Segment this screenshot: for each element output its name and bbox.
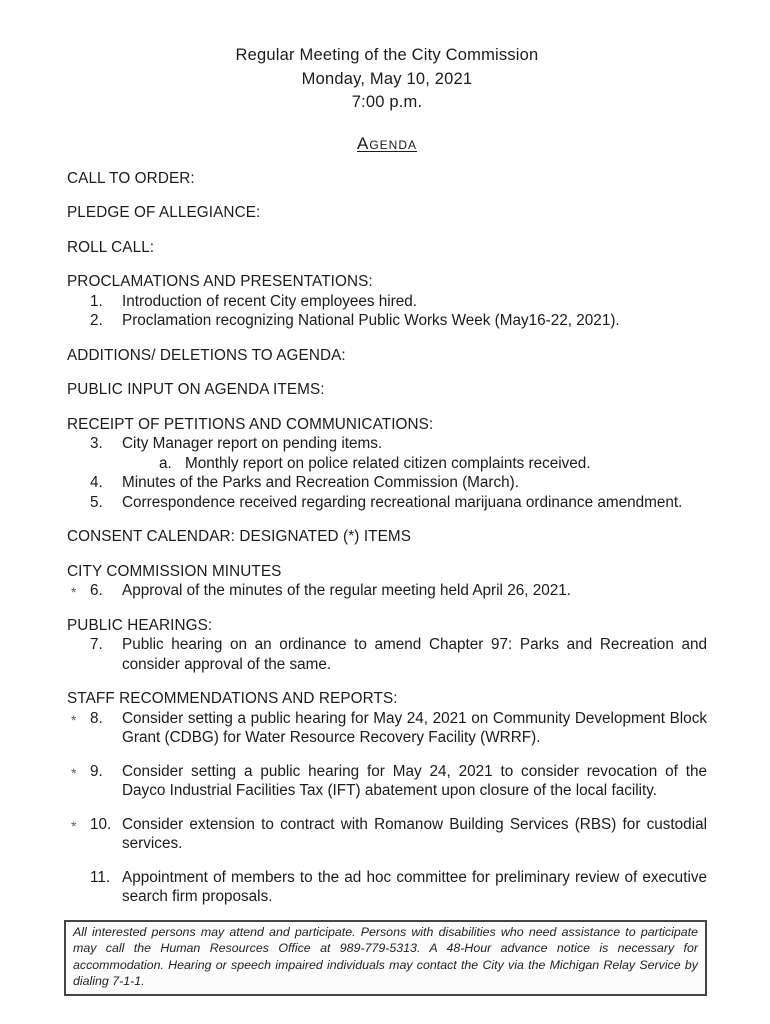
agenda-item	[67, 493, 707, 513]
item-number: a.	[159, 454, 172, 472]
agenda-item	[67, 581, 707, 601]
agenda-item	[67, 709, 707, 748]
item-number: 3.	[90, 435, 103, 452]
item-number: 6.	[90, 582, 103, 599]
item-number: 11.	[90, 868, 111, 886]
agenda-heading: Agenda	[356, 133, 417, 153]
agenda-item	[67, 292, 707, 312]
section-heading: CITY COMMISSION MINUTES	[67, 562, 282, 580]
agenda-item	[67, 454, 707, 474]
item-text: Consider setting a public hearing for May 24, 2021 on Community Development Block Grant (CDBG) for Water Resource Recovery Facility (WRRF).	[122, 709, 707, 746]
section-heading: ROLL CALL:	[67, 238, 155, 256]
section-public-hearings	[67, 616, 707, 675]
section-receipt-petitions	[67, 415, 707, 513]
section-consent-calendar	[67, 527, 707, 547]
item-text: Consider setting a public hearing for May 24, 2021 to consider revocation of the Dayco Industrial Facilities Tax (IFT) abatement upon closure of the local facility.	[122, 762, 707, 799]
section-heading: PLEDGE OF ALLEGIANCE:	[67, 204, 261, 221]
section-heading: PUBLIC INPUT ON AGENDA ITEMS:	[67, 381, 325, 398]
agenda-item	[67, 815, 707, 854]
section-proclamations-presentations	[67, 272, 707, 331]
consent-asterisk: *	[71, 817, 77, 834]
item-text: Public hearing on an ordinance to amend Chapter 97: Parks and Recreation and consider approval of the same.	[122, 636, 707, 673]
item-text: City Manager report on pending items.	[122, 435, 383, 452]
agenda-item	[67, 473, 707, 493]
section-heading: CONSENT CALENDAR: DESIGNATED (*) ITEMS	[67, 528, 412, 545]
consent-asterisk: *	[71, 584, 77, 600]
document-header	[67, 44, 707, 115]
item-text: Proclamation recognizing National Public Works Week (May16-22, 2021).	[122, 312, 620, 329]
meeting-time: 7:00 p.m.	[351, 93, 423, 111]
section-city-commission-minutes	[67, 562, 707, 601]
section-heading: ADDITIONS/ DELETIONS TO AGENDA:	[67, 346, 346, 364]
section-public-input	[67, 380, 707, 400]
section-heading: CALL TO ORDER:	[67, 169, 195, 187]
item-number: 5.	[90, 493, 103, 511]
item-text: Minutes of the Parks and Recreation Commission (March).	[122, 474, 520, 491]
item-number: 7.	[90, 636, 103, 653]
consent-asterisk: *	[71, 711, 77, 728]
item-number: 4.	[90, 474, 103, 491]
section-heading: RECEIPT OF PETITIONS AND COMMUNICATIONS:	[67, 415, 434, 433]
section-additions-deletions	[67, 346, 707, 366]
agenda-item	[67, 762, 707, 801]
item-number: 10.	[90, 815, 112, 833]
section-call-to-order	[67, 169, 707, 189]
accessibility-notice	[64, 920, 707, 996]
section-heading: PROCLAMATIONS AND PRESENTATIONS:	[67, 273, 373, 290]
item-text: Introduction of recent City employees hired.	[122, 292, 418, 310]
item-text: Correspondence received regarding recreational marijuana ordinance amendment.	[122, 493, 683, 511]
item-text: Approval of the minutes of the regular meeting held April 26, 2021.	[122, 582, 571, 599]
agenda-sections	[67, 169, 707, 907]
meeting-date: Monday, May 10, 2021	[301, 69, 473, 88]
agenda-item	[67, 635, 707, 674]
agenda-heading-wrap	[67, 134, 707, 154]
item-text: Monthly report on police related citizen complaints received.	[185, 454, 591, 472]
notice-text: All interested persons may attend and participate. Persons with disabilities who need assistance to participate may call the Human Resources Office at 989-779-5313. A 48-Hour advance notice is necessary for accommodation. Hearing or speech impaired individuals may contact the City via the Michigan Relay Service by dialing 7-1-1.	[73, 924, 698, 989]
item-text: Appointment of members to the ad hoc committee for preliminary review of executive search firm proposals.	[122, 868, 707, 905]
section-pledge-of-allegiance	[67, 203, 707, 223]
agenda-item	[67, 311, 707, 331]
item-number: 2.	[90, 312, 103, 329]
agenda-item	[67, 868, 707, 907]
meeting-title: Regular Meeting of the City Commission	[235, 46, 539, 64]
item-text: Consider extension to contract with Romanow Building Services (RBS) for custodial services.	[122, 815, 707, 852]
section-roll-call	[67, 238, 707, 258]
section-staff-recommendations	[67, 689, 707, 907]
agenda-item	[67, 434, 707, 454]
consent-asterisk: *	[71, 764, 77, 781]
section-heading: PUBLIC HEARINGS:	[67, 616, 213, 634]
item-number: 1.	[90, 292, 103, 310]
item-number: 8.	[90, 709, 103, 727]
section-heading: STAFF RECOMMENDATIONS AND REPORTS:	[67, 690, 398, 707]
item-number: 9.	[90, 762, 103, 780]
